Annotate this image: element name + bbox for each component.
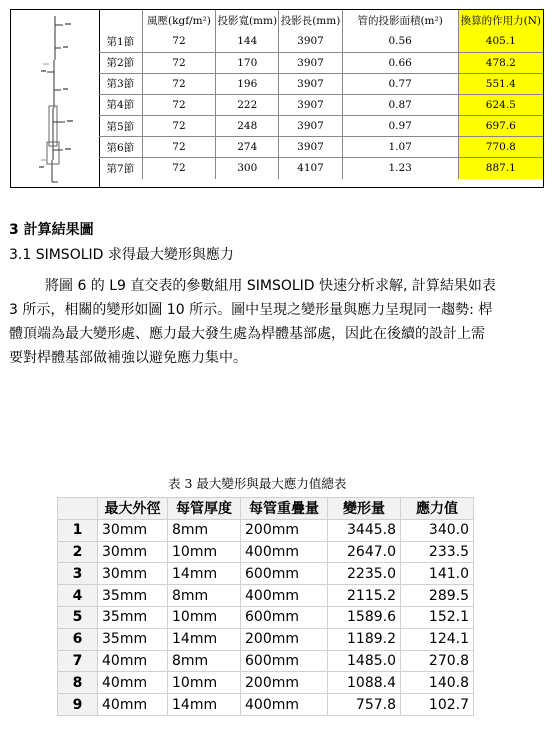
table-row	[99, 31, 543, 52]
table-cell: 72	[142, 137, 215, 158]
table-cell: 200mm	[241, 672, 328, 694]
table-cell: 0.66	[342, 52, 458, 73]
table-cell: 10mm	[168, 606, 241, 628]
numeric-cell: 1589.6	[328, 606, 401, 628]
table-cell: 222	[216, 94, 279, 115]
row-index-cell: 7	[58, 650, 98, 672]
force-value-cell: 551.4	[458, 73, 543, 94]
row-index-cell: 5	[58, 606, 98, 628]
table-caption: 表 3 最大變形與最大應力值總表	[168, 476, 347, 491]
table-row	[99, 115, 543, 136]
paragraph-line: 將圖 6 的 L9 直交表的參數組用 SIMSOLID 快速分析求解, 計算結果如表	[45, 278, 496, 294]
table-cell: 第3節	[99, 73, 142, 94]
pole-diagram	[11, 10, 100, 187]
numeric-cell: 2647.0	[328, 541, 401, 563]
numeric-cell: 1088.4	[328, 672, 401, 694]
numeric-cell: 1189.2	[328, 628, 401, 650]
table-cell: 72	[142, 73, 215, 94]
telescopic-pole-drawing	[11, 10, 99, 187]
header-cell: 管的投影面積(m²)	[342, 10, 458, 31]
table-row	[58, 628, 474, 650]
table-cell: 40mm	[98, 672, 168, 694]
table-cell: 30mm	[98, 541, 168, 563]
table-row	[58, 694, 474, 716]
header-cell	[99, 10, 142, 31]
table-row	[99, 94, 543, 115]
table-cell: 400mm	[241, 541, 328, 563]
header-cell: 最大外徑	[98, 498, 168, 520]
row-index-cell: 2	[58, 541, 98, 563]
table-cell: 600mm	[241, 650, 328, 672]
section-force-table	[10, 9, 544, 188]
table-row	[99, 158, 543, 179]
header-cell: 應力值	[401, 498, 474, 520]
force-value-cell: 770.8	[458, 137, 543, 158]
force-value-cell: 697.6	[458, 115, 543, 136]
table-cell: 8mm	[168, 650, 241, 672]
table-cell: 0.87	[342, 94, 458, 115]
header-cell: 每管厚度	[168, 498, 241, 520]
table-cell: 4107	[279, 158, 342, 179]
table-cell: 0.56	[342, 31, 458, 52]
numeric-cell: 2235.0	[328, 563, 401, 585]
table-cell: 200mm	[241, 628, 328, 650]
results-table	[57, 497, 474, 716]
table-cell: 72	[142, 31, 215, 52]
header-cell: 投影長(mm)	[279, 10, 342, 31]
table-row	[58, 519, 474, 541]
row-index-cell: 4	[58, 585, 98, 607]
table-cell: 35mm	[98, 606, 168, 628]
table-cell: 600mm	[241, 606, 328, 628]
table-cell: 10mm	[168, 541, 241, 563]
table-cell: 170	[216, 52, 279, 73]
table-cell: 400mm	[241, 694, 328, 716]
table-row	[58, 672, 474, 694]
table-cell: 3907	[279, 52, 342, 73]
force-value-cell: 405.1	[458, 31, 543, 52]
table-cell: 1.07	[342, 137, 458, 158]
table-header-row	[99, 10, 543, 31]
table-cell: 0.77	[342, 73, 458, 94]
table-row	[58, 650, 474, 672]
table-cell: 8mm	[168, 519, 241, 541]
table-cell: 72	[142, 158, 215, 179]
numeric-cell: 757.8	[328, 694, 401, 716]
table-cell: 第6節	[99, 137, 142, 158]
row-index-cell: 9	[58, 694, 98, 716]
table-cell: 200mm	[241, 519, 328, 541]
table-cell: 1.23	[342, 158, 458, 179]
force-value-cell: 478.2	[458, 52, 543, 73]
paragraph-line: 要對桿體基部做補強以避免應力集中。	[9, 350, 247, 366]
numeric-cell: 141.0	[401, 563, 474, 585]
table-cell: 35mm	[98, 628, 168, 650]
table-cell: 第2節	[99, 52, 142, 73]
table-cell: 14mm	[168, 628, 241, 650]
numeric-cell: 102.7	[401, 694, 474, 716]
row-index-cell: 3	[58, 563, 98, 585]
numeric-cell: 233.5	[401, 541, 474, 563]
table-row	[58, 563, 474, 585]
table-row	[99, 73, 543, 94]
table-cell: 30mm	[98, 563, 168, 585]
table-row	[58, 585, 474, 607]
row-index-cell: 8	[58, 672, 98, 694]
force-value-cell: 887.1	[458, 158, 543, 179]
paragraph-line: 3 所示，相關的變形如圖 10 所示。圖中呈現之變形量與應力呈現同一趨勢: 桿	[9, 302, 493, 318]
section-subtitle: 3.1 SIMSOLID 求得最大變形與應力	[9, 247, 234, 263]
numeric-cell: 289.5	[401, 585, 474, 607]
table-cell: 40mm	[98, 694, 168, 716]
header-cell: 投影寬(mm)	[216, 10, 279, 31]
table-cell: 72	[142, 52, 215, 73]
table-cell: 14mm	[168, 694, 241, 716]
table-row	[58, 606, 474, 628]
table-cell: 3907	[279, 137, 342, 158]
table-row	[99, 52, 543, 73]
table-cell: 3907	[279, 31, 342, 52]
table-cell: 35mm	[98, 585, 168, 607]
numeric-cell: 340.0	[401, 519, 474, 541]
table-cell: 第4節	[99, 94, 142, 115]
table-cell: 248	[216, 115, 279, 136]
table-cell: 3907	[279, 94, 342, 115]
table-cell: 14mm	[168, 563, 241, 585]
table-cell: 30mm	[98, 519, 168, 541]
header-cell: 每管重疊量	[241, 498, 328, 520]
table-cell: 第1節	[99, 31, 142, 52]
table-cell: 40mm	[98, 650, 168, 672]
table-cell: 600mm	[241, 563, 328, 585]
force-table	[99, 10, 543, 179]
table-cell: 196	[216, 73, 279, 94]
numeric-cell: 140.8	[401, 672, 474, 694]
table-cell: 72	[142, 115, 215, 136]
header-cell	[58, 498, 98, 520]
table-row	[99, 137, 543, 158]
table-cell: 第7節	[99, 158, 142, 179]
numeric-cell: 3445.8	[328, 519, 401, 541]
row-index-cell: 6	[58, 628, 98, 650]
table-cell: 144	[216, 31, 279, 52]
row-index-cell: 1	[58, 519, 98, 541]
table-cell: 10mm	[168, 672, 241, 694]
table-row	[58, 541, 474, 563]
section-title: 3 計算結果圖	[9, 222, 94, 238]
numeric-cell: 124.1	[401, 628, 474, 650]
table-header-row	[58, 498, 474, 520]
table-cell: 第5節	[99, 115, 142, 136]
numeric-cell: 1485.0	[328, 650, 401, 672]
header-cell: 風壓(kgf/m²)	[142, 10, 215, 31]
force-value-cell: 624.5	[458, 94, 543, 115]
numeric-cell: 152.1	[401, 606, 474, 628]
paragraph-line: 體頂端為最大變形處、應力最大發生處為桿體基部處，因此在後續的設計上需	[9, 326, 485, 342]
table-cell: 0.97	[342, 115, 458, 136]
header-cell-highlight: 換算的作用力(N)	[458, 10, 543, 31]
table-cell: 3907	[279, 115, 342, 136]
table-cell: 400mm	[241, 585, 328, 607]
table-cell: 72	[142, 94, 215, 115]
table-cell: 8mm	[168, 585, 241, 607]
header-cell: 變形量	[328, 498, 401, 520]
table-cell: 300	[216, 158, 279, 179]
table-cell: 274	[216, 137, 279, 158]
table-cell: 3907	[279, 73, 342, 94]
numeric-cell: 2115.2	[328, 585, 401, 607]
numeric-cell: 270.8	[401, 650, 474, 672]
